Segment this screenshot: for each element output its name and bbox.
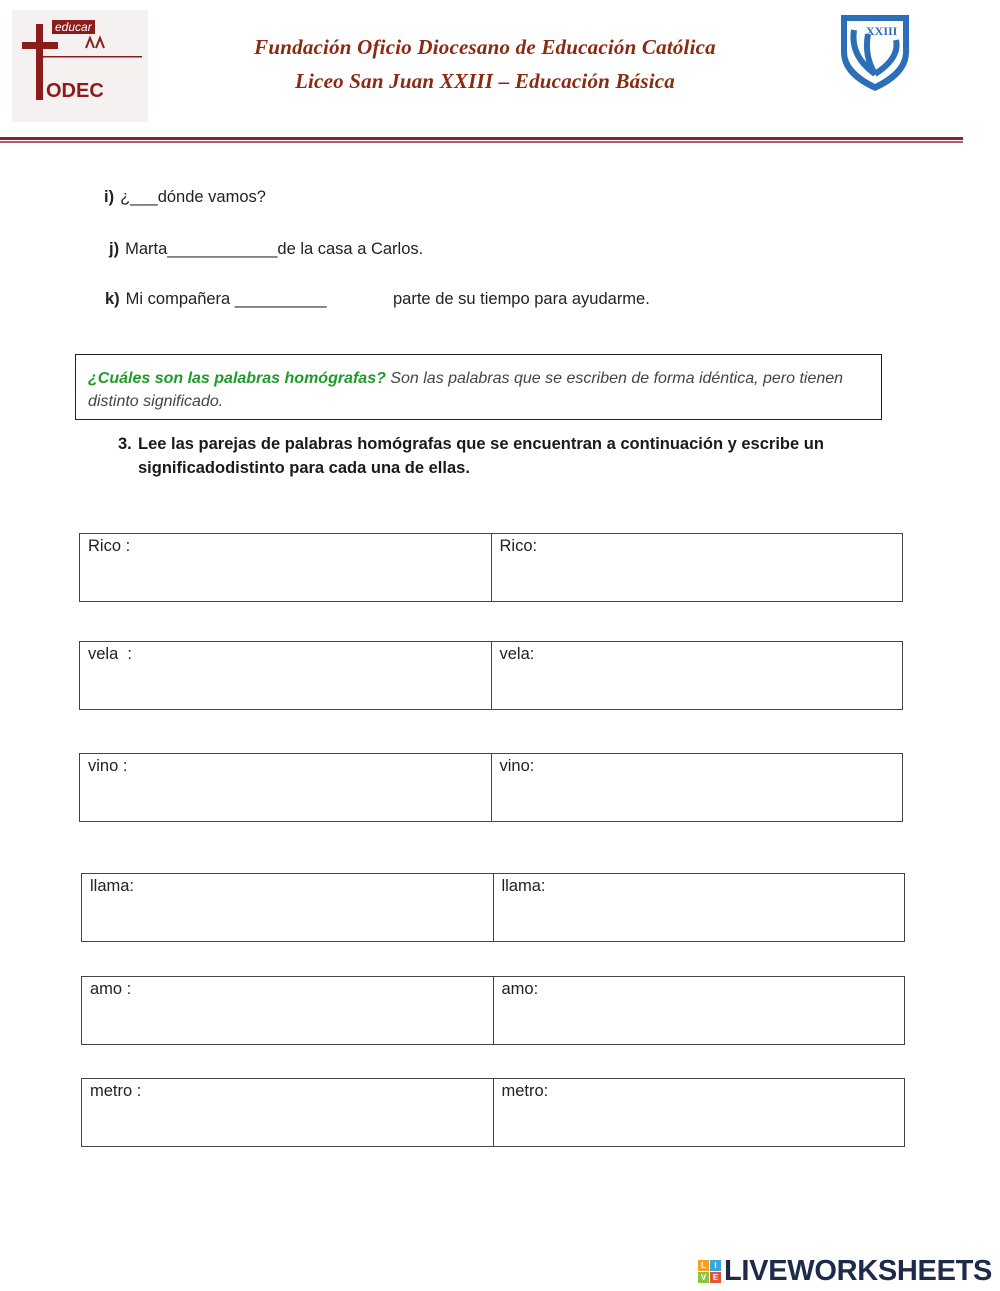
item-text: ¿___dónde vamos? bbox=[120, 188, 266, 206]
word-pair-amo bbox=[81, 976, 905, 1045]
item-text: Mi compañera __________ bbox=[125, 290, 327, 308]
exercise-item-i bbox=[104, 188, 266, 207]
answer-cell-right[interactable]: Rico: bbox=[491, 534, 903, 601]
liveworksheets-grid-icon: L I V E bbox=[698, 1260, 721, 1283]
header-divider-secondary bbox=[0, 141, 963, 143]
liveworksheets-brand-text: LIVEWORKSHEETS bbox=[724, 1255, 993, 1287]
item-text-continued: parte de su tiempo para ayudarme. bbox=[393, 290, 650, 308]
answer-cell-right[interactable]: llama: bbox=[493, 874, 905, 941]
item-label: j) bbox=[109, 240, 120, 258]
definition-answer: Son las palabras que se escriben de forma idéntica, pero tienen distinto significado. bbox=[88, 370, 844, 410]
header-divider bbox=[0, 137, 963, 140]
answer-cell-left[interactable]: llama: bbox=[90, 877, 135, 895]
answer-cell-right[interactable]: metro: bbox=[493, 1079, 905, 1146]
answer-cell-right[interactable]: amo: bbox=[493, 977, 905, 1044]
item-label: i) bbox=[104, 188, 115, 206]
answer-cell-left[interactable]: metro : bbox=[90, 1082, 142, 1100]
word-pair-metro bbox=[81, 1078, 905, 1147]
answer-cell-left[interactable]: amo : bbox=[90, 980, 132, 998]
shield-text: XXIII bbox=[866, 24, 898, 38]
logo-small-text: educar bbox=[52, 20, 95, 34]
word-pair-vela bbox=[79, 641, 903, 710]
answer-cell-right[interactable]: vela: bbox=[491, 642, 903, 709]
exercise-item-j bbox=[109, 240, 423, 259]
item-label: k) bbox=[105, 290, 120, 308]
odec-logo bbox=[12, 10, 148, 122]
liveworksheets-logo[interactable] bbox=[698, 1255, 992, 1288]
answer-cell-left[interactable]: vela : bbox=[88, 645, 133, 663]
instruction-number: 3. bbox=[118, 435, 132, 453]
school-shield-logo bbox=[838, 12, 912, 94]
logo-brand-text: ODEC bbox=[46, 80, 104, 102]
header-line-1: Fundación Oficio Diocesano de Educación Católica bbox=[254, 35, 716, 59]
instruction-text: Lee las parejas de palabras homógrafas que se encuentran a continuación y escribe un significadodistinto para cada una de ellas. bbox=[138, 435, 824, 477]
definition-question: ¿Cuáles son las palabras homógrafas? bbox=[88, 370, 386, 387]
header-line-2: Liceo San Juan XXIII – Educación Básica bbox=[294, 69, 676, 93]
word-pair-vino bbox=[79, 753, 903, 822]
word-pair-llama bbox=[81, 873, 905, 942]
word-pair-rico bbox=[79, 533, 903, 602]
item-text: Marta____________de la casa a Carlos. bbox=[125, 240, 424, 258]
instruction bbox=[118, 432, 878, 480]
answer-cell-right[interactable]: vino: bbox=[491, 754, 903, 821]
exercise-item-k bbox=[105, 290, 725, 309]
answer-cell-left[interactable]: Rico : bbox=[88, 537, 131, 555]
definition-box bbox=[75, 354, 882, 420]
answer-cell-left[interactable]: vino : bbox=[88, 757, 128, 775]
